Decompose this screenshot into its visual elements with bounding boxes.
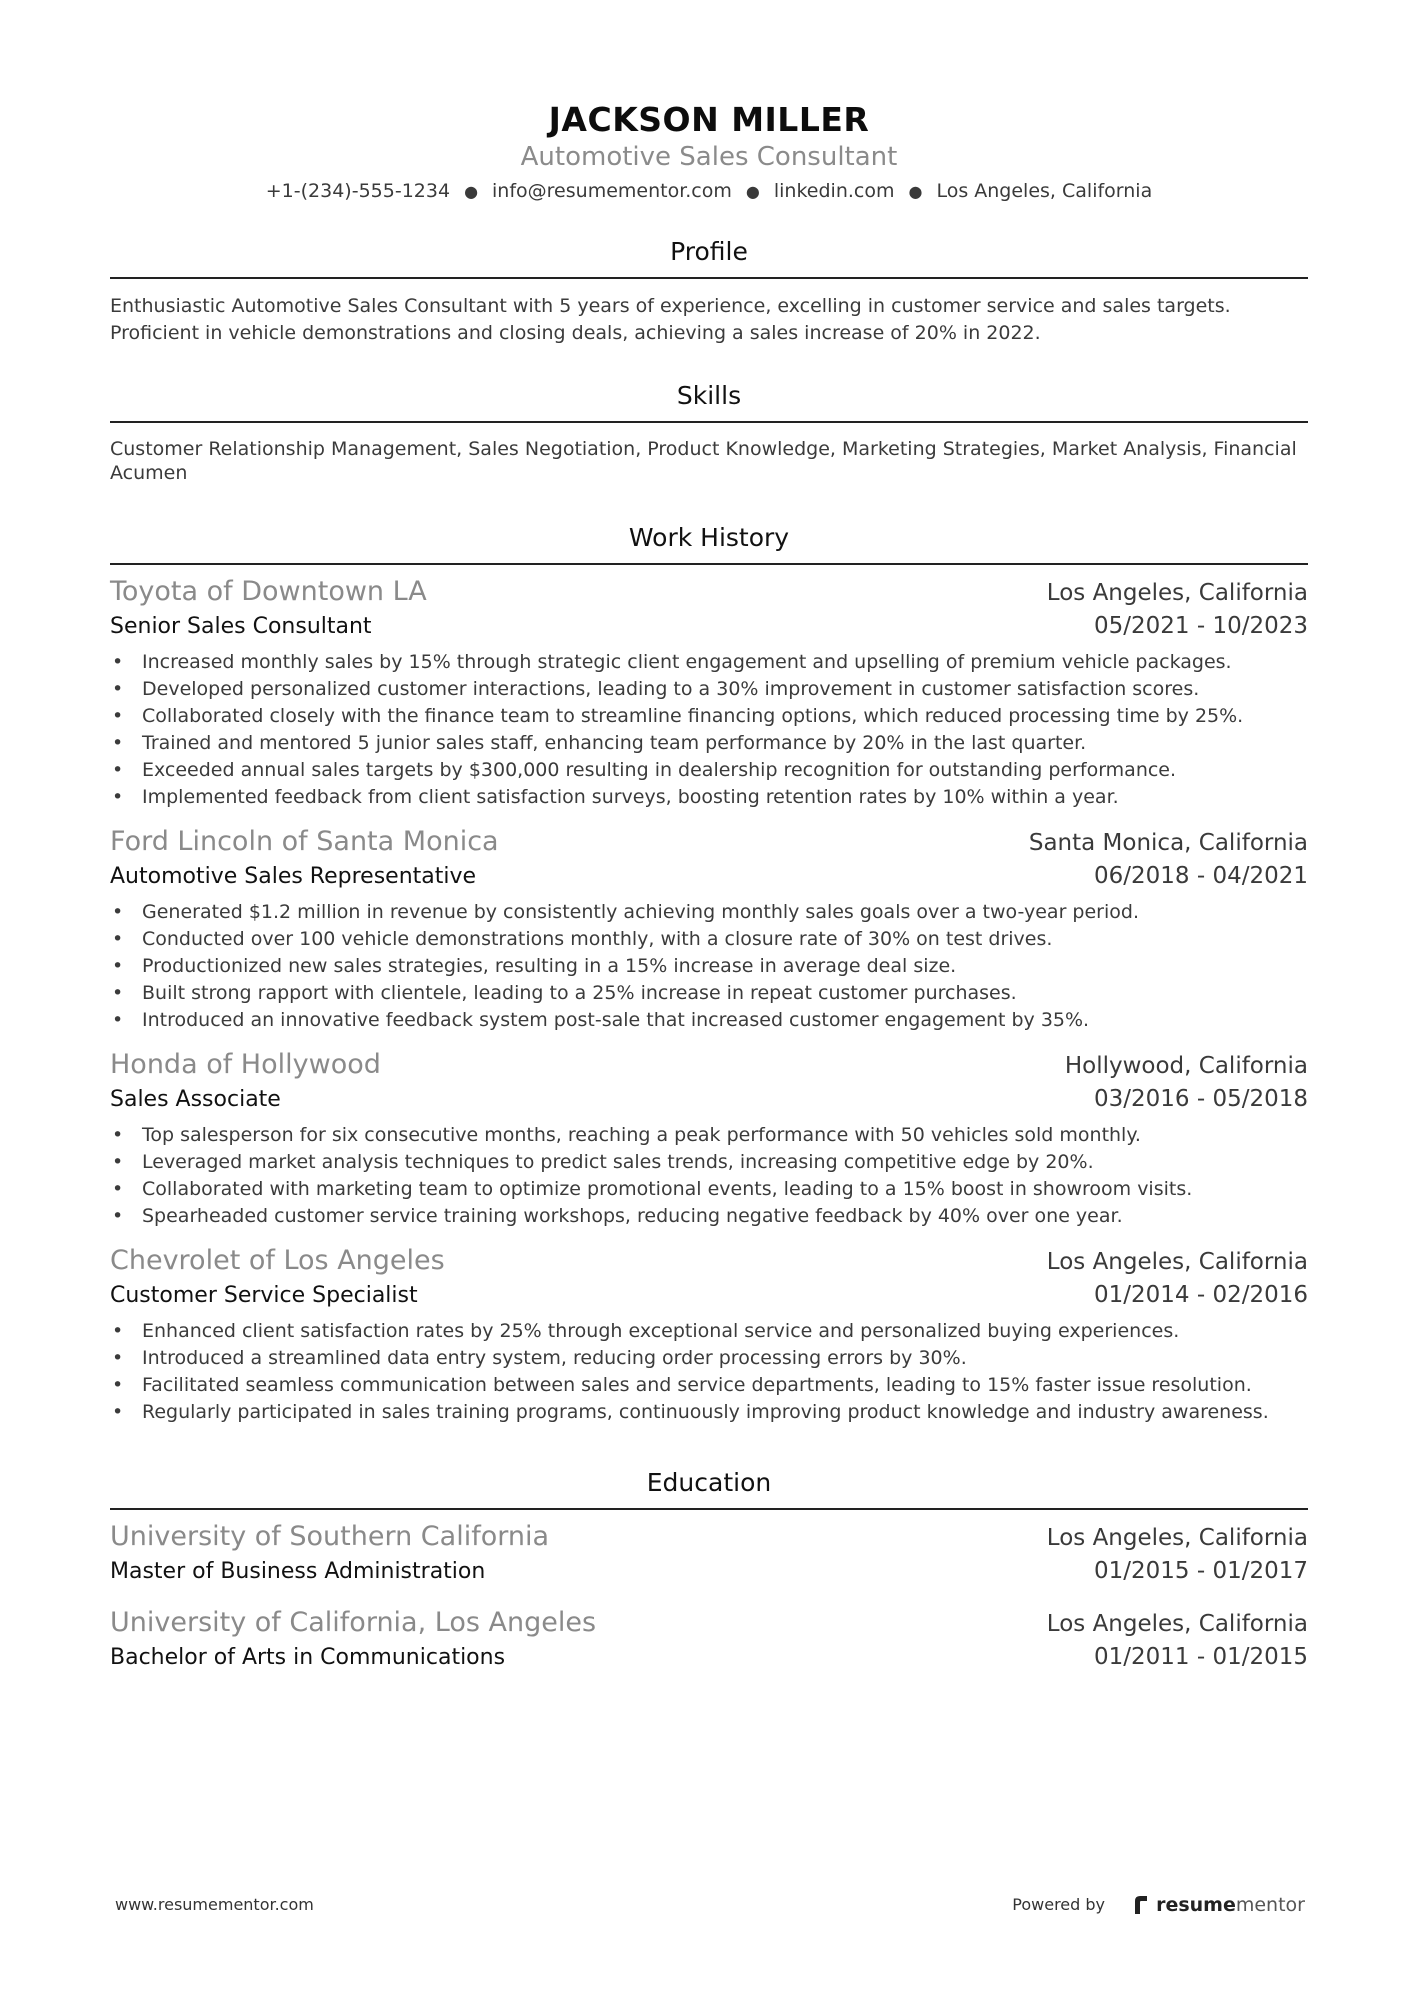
list-item: • Introduced a streamlined data entry system, reducing order processing errors by 30%.	[110, 1345, 1308, 1372]
job-dates: 03/2016 - 05/2018	[1093, 1086, 1308, 1112]
separator-dot-icon: ●	[908, 182, 923, 201]
brand-wordmark-part2: mentor	[1235, 1894, 1305, 1916]
work-history-section	[110, 521, 1308, 1426]
profile-section	[110, 235, 1308, 347]
resume-page	[110, 0, 1308, 1674]
separator-dot-icon: ●	[745, 182, 760, 201]
list-item: • Top salesperson for six consecutive months, reaching a peak performance with 50 vehicles sold monthly.	[110, 1122, 1308, 1149]
list-item: • Collaborated with marketing team to optimize promotional events, leading to a 15% boost in showroom visits.	[110, 1176, 1308, 1203]
job-dates: 06/2018 - 04/2021	[1093, 863, 1308, 889]
contact-email: info@resumementor.com	[492, 180, 732, 202]
education-entry	[110, 1520, 1308, 1588]
education-section	[110, 1466, 1308, 1674]
job-company: Honda of Hollywood	[110, 1049, 381, 1080]
resume-header	[110, 0, 1308, 207]
job-dates: 01/2014 - 02/2016	[1093, 1282, 1308, 1308]
list-item: • Enhanced client satisfaction rates by 25% through exceptional service and personalized buying experiences.	[110, 1318, 1308, 1345]
job-bullets	[110, 1318, 1308, 1426]
contact-phone: +1-(234)-555-1234	[265, 180, 451, 202]
job-role: Sales Associate	[110, 1087, 281, 1112]
list-item: • Productionized new sales strategies, resulting in a 15% increase in average deal size.	[110, 953, 1308, 980]
candidate-name: JACKSON MILLER	[548, 100, 870, 139]
list-item: • Exceeded annual sales targets by $300,000 resulting in dealership recognition for outstanding performance.	[110, 757, 1308, 784]
footer-website-link[interactable]: www.resumementor.com	[115, 1895, 314, 1914]
contact-linkedin: linkedin.com	[773, 180, 895, 202]
school-name: University of California, Los Angeles	[110, 1607, 597, 1638]
job-location: Los Angeles, California	[1046, 580, 1308, 606]
list-item: • Regularly participated in sales training programs, continuously improving product knowledge and industry awareness.	[110, 1399, 1308, 1426]
school-name: University of Southern California	[110, 1521, 550, 1552]
list-item: • Generated $1.2 million in revenue by consistently achieving monthly sales goals over a two-year period.	[110, 899, 1308, 926]
job-company: Chevrolet of Los Angeles	[110, 1245, 445, 1276]
brand-wordmark-part1: resume	[1156, 1894, 1236, 1916]
skills-list: Customer Relationship Management, Sales Negotiation, Product Knowledge, Marketing Strategies, Market Analysis, Financial Acumen	[110, 438, 1297, 484]
section-title-skills: Skills	[676, 381, 742, 410]
list-item: • Leveraged market analysis techniques to predict sales trends, increasing competitive edge by 20%.	[110, 1149, 1308, 1176]
job-location: Hollywood, California	[1064, 1053, 1308, 1079]
profile-summary: Enthusiastic Automotive Sales Consultant with 5 years of experience, excelling in customer service and sales targets. Proficient in vehicle demonstrations and closing deals, achieving a sales increase of 20% in 2022.	[110, 295, 1231, 344]
list-item: • Built strong rapport with clientele, leading to a 25% increase in repeat customer purchases.	[110, 980, 1308, 1007]
candidate-title: Automotive Sales Consultant	[520, 142, 898, 172]
list-item: • Increased monthly sales by 15% through strategic client engagement and upselling of premium vehicle packages.	[110, 649, 1308, 676]
brand-logo[interactable]	[1132, 1890, 1305, 1920]
job-entry	[110, 1048, 1308, 1230]
job-entry	[110, 1244, 1308, 1426]
job-bullets	[110, 649, 1308, 811]
education-dates: 01/2011 - 01/2015	[1093, 1644, 1308, 1670]
education-entry	[110, 1606, 1308, 1674]
job-company: Toyota of Downtown LA	[110, 576, 427, 607]
job-bullets	[110, 899, 1308, 1034]
job-dates: 05/2021 - 10/2023	[1093, 613, 1308, 639]
job-role: Customer Service Specialist	[110, 1283, 418, 1308]
job-entry	[110, 825, 1308, 1034]
resumementor-logo-icon	[1132, 1895, 1150, 1915]
list-item: • Implemented feedback from client satisfaction surveys, boosting retention rates by 10% within a year.	[110, 784, 1308, 811]
skills-section	[110, 379, 1308, 485]
separator-dot-icon: ●	[464, 182, 479, 201]
list-item: • Spearheaded customer service training workshops, reducing negative feedback by 40% over one year.	[110, 1203, 1308, 1230]
powered-by-label: Powered by	[1012, 1895, 1105, 1914]
section-title-work-history: Work History	[628, 523, 790, 552]
section-divider	[110, 563, 1308, 565]
list-item: • Introduced an innovative feedback system post-sale that increased customer engagement by 35%.	[110, 1007, 1308, 1034]
list-item: • Developed personalized customer interactions, leading to a 30% improvement in customer satisfaction scores.	[110, 676, 1308, 703]
job-entry	[110, 575, 1308, 811]
job-company: Ford Lincoln of Santa Monica	[110, 826, 499, 857]
job-location: Los Angeles, California	[1046, 1249, 1308, 1275]
list-item: • Collaborated closely with the finance team to streamline financing options, which reduced processing time by 25%.	[110, 703, 1308, 730]
page-footer	[115, 1890, 1305, 1920]
section-title-education: Education	[646, 1468, 772, 1497]
contact-location: Los Angeles, California	[936, 180, 1153, 202]
list-item: • Facilitated seamless communication between sales and service departments, leading to 15% faster issue resolution.	[110, 1372, 1308, 1399]
degree-name: Bachelor of Arts in Communications	[110, 1645, 506, 1670]
school-location: Los Angeles, California	[1046, 1525, 1308, 1551]
education-dates: 01/2015 - 01/2017	[1093, 1558, 1308, 1584]
job-bullets	[110, 1122, 1308, 1230]
degree-name: Master of Business Administration	[110, 1559, 486, 1584]
section-divider	[110, 1508, 1308, 1510]
job-role: Automotive Sales Representative	[110, 864, 477, 889]
section-divider	[110, 277, 1308, 279]
section-title-profile: Profile	[670, 237, 748, 266]
school-location: Los Angeles, California	[1046, 1611, 1308, 1637]
brand-wordmark	[1156, 1890, 1305, 1920]
job-role: Senior Sales Consultant	[110, 614, 372, 639]
list-item: • Conducted over 100 vehicle demonstrations monthly, with a closure rate of 30% on test drives.	[110, 926, 1308, 953]
section-divider	[110, 421, 1308, 423]
contact-line	[110, 176, 1308, 207]
list-item: • Trained and mentored 5 junior sales staff, enhancing team performance by 20% in the last quarter.	[110, 730, 1308, 757]
job-location: Santa Monica, California	[1028, 830, 1308, 856]
